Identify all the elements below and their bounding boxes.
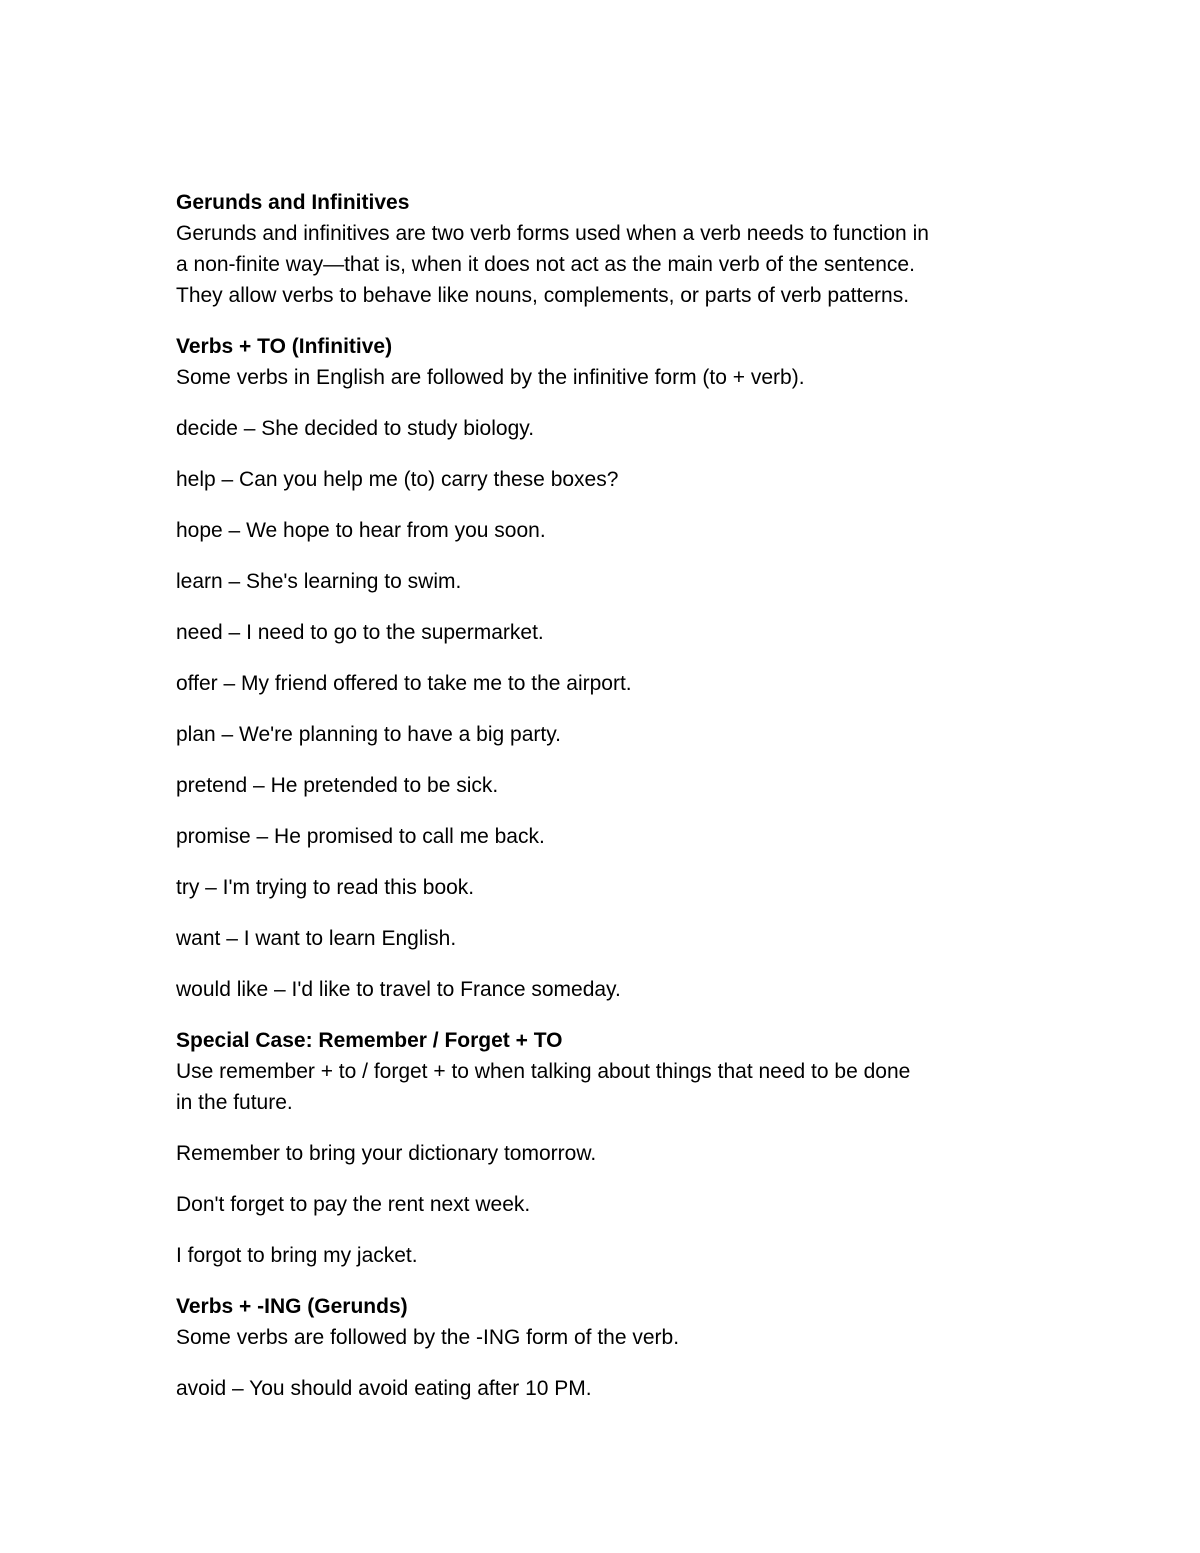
example-line: learn – She's learning to swim. <box>176 570 462 593</box>
section-verbs-to-infinitive <box>176 331 1036 1005</box>
example-line: need – I need to go to the supermarket. <box>176 621 544 644</box>
example-line: offer – My friend offered to take me to the airport. <box>176 672 632 695</box>
example-line: want – I want to learn English. <box>176 927 457 950</box>
example-line: I forgot to bring my jacket. <box>176 1244 418 1267</box>
intro-line: They allow verbs to behave like nouns, complements, or parts of verb patterns. <box>176 284 910 307</box>
intro-line: in the future. <box>176 1091 293 1114</box>
section-remember-forget <box>176 1025 1036 1271</box>
example-line: Remember to bring your dictionary tomorrow. <box>176 1142 597 1165</box>
example-line: decide – She decided to study biology. <box>176 417 535 440</box>
document-page <box>176 187 1036 1424</box>
example-line: pretend – He pretended to be sick. <box>176 774 499 797</box>
section-heading: Verbs + TO (Infinitive) <box>176 335 393 358</box>
example-line: plan – We're planning to have a big party. <box>176 723 561 746</box>
example-line: help – Can you help me (to) carry these boxes? <box>176 468 619 491</box>
example-line: avoid – You should avoid eating after 10 PM. <box>176 1377 592 1400</box>
section-intro: Some verbs in English are followed by the infinitive form (to + verb). <box>176 366 805 389</box>
example-line: Don't forget to pay the rent next week. <box>176 1193 531 1216</box>
section-verbs-ing-gerunds <box>176 1291 1036 1404</box>
section-heading: Gerunds and Infinitives <box>176 191 410 214</box>
example-line: promise – He promised to call me back. <box>176 825 545 848</box>
section-heading: Special Case: Remember / Forget + TO <box>176 1029 563 1052</box>
section-heading: Verbs + -ING (Gerunds) <box>176 1295 408 1318</box>
example-line: try – I'm trying to read this book. <box>176 876 475 899</box>
intro-line: a non-finite way—that is, when it does not act as the main verb of the sentence. <box>176 253 915 276</box>
intro-line: Gerunds and infinitives are two verb forms used when a verb needs to function in <box>176 222 929 245</box>
section-gerunds-infinitives <box>176 187 1036 311</box>
section-intro: Some verbs are followed by the -ING form of the verb. <box>176 1326 680 1349</box>
example-line: would like – I'd like to travel to France someday. <box>176 978 621 1001</box>
example-line: hope – We hope to hear from you soon. <box>176 519 546 542</box>
intro-line: Use remember + to / forget + to when talking about things that need to be done <box>176 1060 911 1083</box>
